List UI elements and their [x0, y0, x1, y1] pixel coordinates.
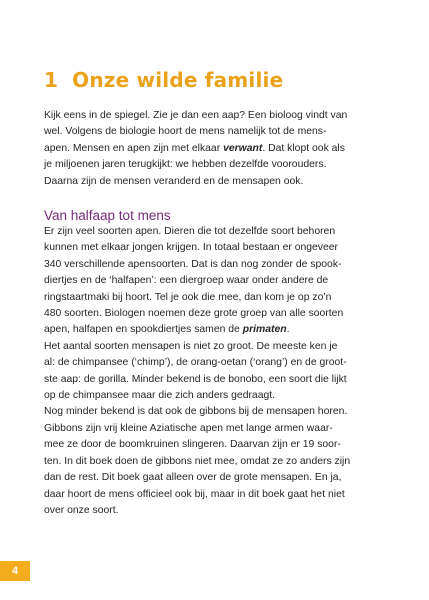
- text-span: apen, halfapen en spookdiertjes samen de: [44, 324, 243, 336]
- text-line: over onze soort.: [44, 504, 119, 516]
- term-verwant: verwant: [223, 142, 263, 154]
- text-line: [44, 322, 389, 338]
- text-line: 480 soorten. Biologen noemen deze grote groep van alle soorten: [44, 308, 344, 320]
- text-line: Nog minder bekend is dat ook de gibbons bij de mensapen horen.: [44, 406, 348, 418]
- text-line: dan de rest. Dit boek gaat alleen over de grote mensapen. En ja,: [44, 472, 342, 484]
- text-line: ten. In dit boek doen de gibbons niet mee, omdat ze zo anders zijn: [44, 455, 351, 467]
- section-heading: Van halfaap tot mens: [44, 208, 171, 223]
- text-line: Het aantal soorten mensapen is niet zo groot. De meeste ken je: [44, 340, 338, 352]
- text-line: je miljoenen jaren terugkijkt: we hebben dezelfde voorouders.: [44, 159, 327, 171]
- chapter-number: 1: [44, 68, 59, 92]
- text-line: [44, 141, 389, 157]
- text-line: diertjes en de ‘halfapen’: een diergroep waar onder andere de: [44, 275, 329, 287]
- text-line: ringstaartmaki bij hoort. Tel je ook die mee, dan kom je op zo’n: [44, 291, 332, 303]
- text-line: mee ze door de boomkruinen slingeren. Daarvan zijn er 19 soor-: [44, 439, 341, 451]
- text-line: ste aap: de gorilla. Minder bekend is de bonobo, een soort die lijkt: [44, 373, 347, 385]
- text-line: Er zijn veel soorten apen. Dieren die tot dezelfde soort behoren: [44, 226, 336, 237]
- chapter-title: Onze wilde familie: [72, 68, 284, 92]
- text-line: al: de chimpansee (‘chimp’), de orang-oetan (‘orang’) en de groot-: [44, 357, 347, 369]
- page-number: 4: [11, 565, 19, 577]
- text-line: 340 verschillende apensoorten. Dat is dan nog zonder de spook-: [44, 258, 342, 270]
- text-span: .: [286, 324, 290, 336]
- term-primaten: primaten: [242, 324, 287, 336]
- text-line: Kijk eens in de spiegel. Zie je dan een aap? Een bioloog vindt van: [44, 110, 348, 121]
- text-line: op de chimpansee maar die zich anders gedraagt.: [44, 390, 276, 402]
- text-span: apen. Mensen en apen zijn met elkaar: [44, 142, 224, 154]
- intro-paragraph: [44, 108, 389, 190]
- page-number-badge: [0, 561, 30, 581]
- text-line: Gibbons zijn vrij kleine Aziatische apen met lange armen waar-: [44, 422, 333, 434]
- text-line: kunnen met elkaar jongen krijgen. In totaal bestaan er ongeveer: [44, 242, 339, 254]
- text-line: daar hoort de mens officieel ook bij, maar in dit boek gaat het niet: [44, 488, 345, 500]
- body-text: [44, 224, 389, 519]
- text-span: . Dat klopt ook als: [262, 142, 345, 154]
- text-line: Daarna zijn de mensen veranderd en de mensapen ook.: [44, 175, 304, 187]
- text-line: wel. Volgens de biologie hoort de mens namelijk tot de mens-: [44, 126, 327, 138]
- chapter-heading: [44, 68, 283, 92]
